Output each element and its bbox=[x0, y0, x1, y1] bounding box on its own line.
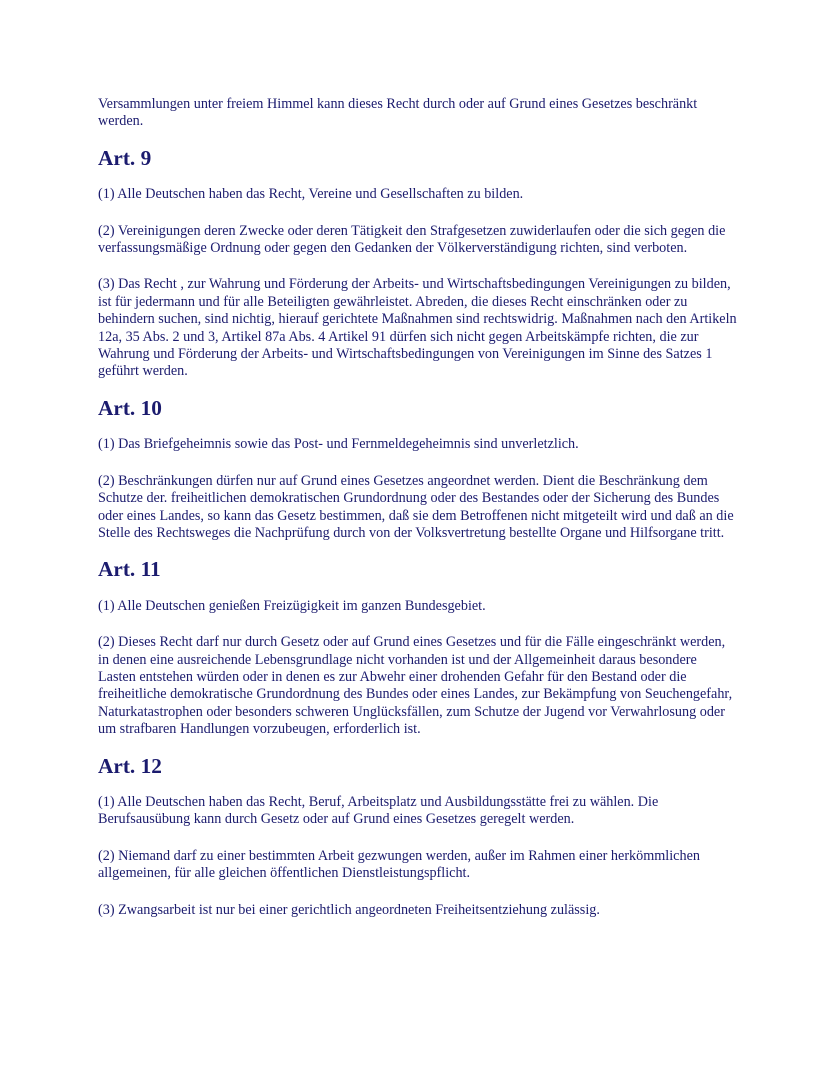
paragraph-art10-1: (1) Das Briefgeheimnis sowie das Post- und Fernmeldegeheimnis sind unverletzlich. bbox=[98, 436, 579, 453]
paragraph-art10-2: (2) Beschränkungen dürfen nur auf Grund eines Gesetzes angeordnet werden. Dient die Beschränkung dem Schutze der. freiheitlichen demokratischen Grundordnung oder des Bestandes oder der Sicherung des Bundes oder eines Landes, so kann das Gesetz bestimmen, daß sie dem Betroffenen nicht mitgeteilt wird und daß an die Stelle des Rechtsweges die Nachprüfung durch von der Volksvertretung bestellte Organe und Hilfsorgane tritt. bbox=[98, 472, 734, 541]
paragraph-art12-2: (2) Niemand darf zu einer bestimmten Arbeit gezwungen werden, außer im Rahmen einer herkömmlichen allgemeinen, für alle gleichen öffentlichen Dienstleistungspflicht. bbox=[98, 847, 700, 882]
paragraph-art11-2: (2) Dieses Recht darf nur durch Gesetz oder auf Grund eines Gesetzes und für die Fälle eingeschränkt werden, in denen eine ausreichende Lebensgrundlage nicht vorhanden ist und der Allgemeinheit daraus besondere Lasten entstehen würden oder in denen es zur Abwehr einer drohenden Gefahr für den Bestand oder die freiheitliche demokratische Grundordnung des Bundes oder eines Landes, zur Bekämpfung von Seuchengefahr, Naturkatastrophen oder besonders schweren Unglücksfällen, zum Schutze der Jugend vor Verwahrlosung oder um strafbaren Handlungen vorzubeugen, erforderlich ist. bbox=[98, 634, 733, 738]
heading-art-12: Art. 12 bbox=[98, 753, 162, 778]
paragraph-art11-1: (1) Alle Deutschen genießen Freizügigkeit im ganzen Bundesgebiet. bbox=[98, 597, 486, 614]
paragraph-art8-continuation: Versammlungen unter freiem Himmel kann dieses Recht durch oder auf Grund eines Gesetzes beschränkt werden. bbox=[98, 96, 698, 130]
paragraph-art9-3: (3) Das Recht , zur Wahrung und Förderung der Arbeits- und Wirtschaftsbedingungen Vereinigungen zu bilden, ist für jedermann und für alle Beteiligten gewährleistet. Abreden, die dieses Recht einschränken oder zu behindern suchen, sind nichtig, hierauf gerichtete Maßnahmen sind rechtswidrig. Maßnahmen nach den Artikeln 12a, 35 Abs. 2 und 3, Artikel 87a Abs. 4 Artikel 91 dürfen sich nicht gegen Arbeitskämpfe richten, die zur Wahrung und Förderung der Arbeits- und Wirtschaftsbedingungen von Vereinigungen im Sinne des Satzes 1 geführt werden. bbox=[98, 276, 737, 380]
paragraph-art9-1: (1) Alle Deutschen haben das Recht, Vereine und Gesellschaften zu bilden. bbox=[98, 186, 524, 203]
document-page bbox=[98, 96, 738, 938]
paragraph-art12-1: (1) Alle Deutschen haben das Recht, Beruf, Arbeitsplatz und Ausbildungsstätte frei zu wählen. Die Berufsausübung kann durch Gesetz oder auf Grund eines Gesetzes geregelt werden. bbox=[98, 793, 659, 828]
heading-art-9: Art. 9 bbox=[98, 145, 152, 170]
paragraph-art9-2: (2) Vereinigungen deren Zwecke oder deren Tätigkeit den Strafgesetzen zuwiderlaufen oder die sich gegen die verfassungsmäßige Ordnung oder gegen den Gedanken der Völkerverständigung richten, sind verboten. bbox=[98, 222, 726, 257]
paragraph-art12-3: (3) Zwangsarbeit ist nur bei einer gerichtlich angeordneten Freiheitsentziehung zulässig. bbox=[98, 901, 600, 918]
heading-art-10: Art. 10 bbox=[98, 395, 162, 420]
heading-art-11: Art. 11 bbox=[98, 557, 161, 582]
